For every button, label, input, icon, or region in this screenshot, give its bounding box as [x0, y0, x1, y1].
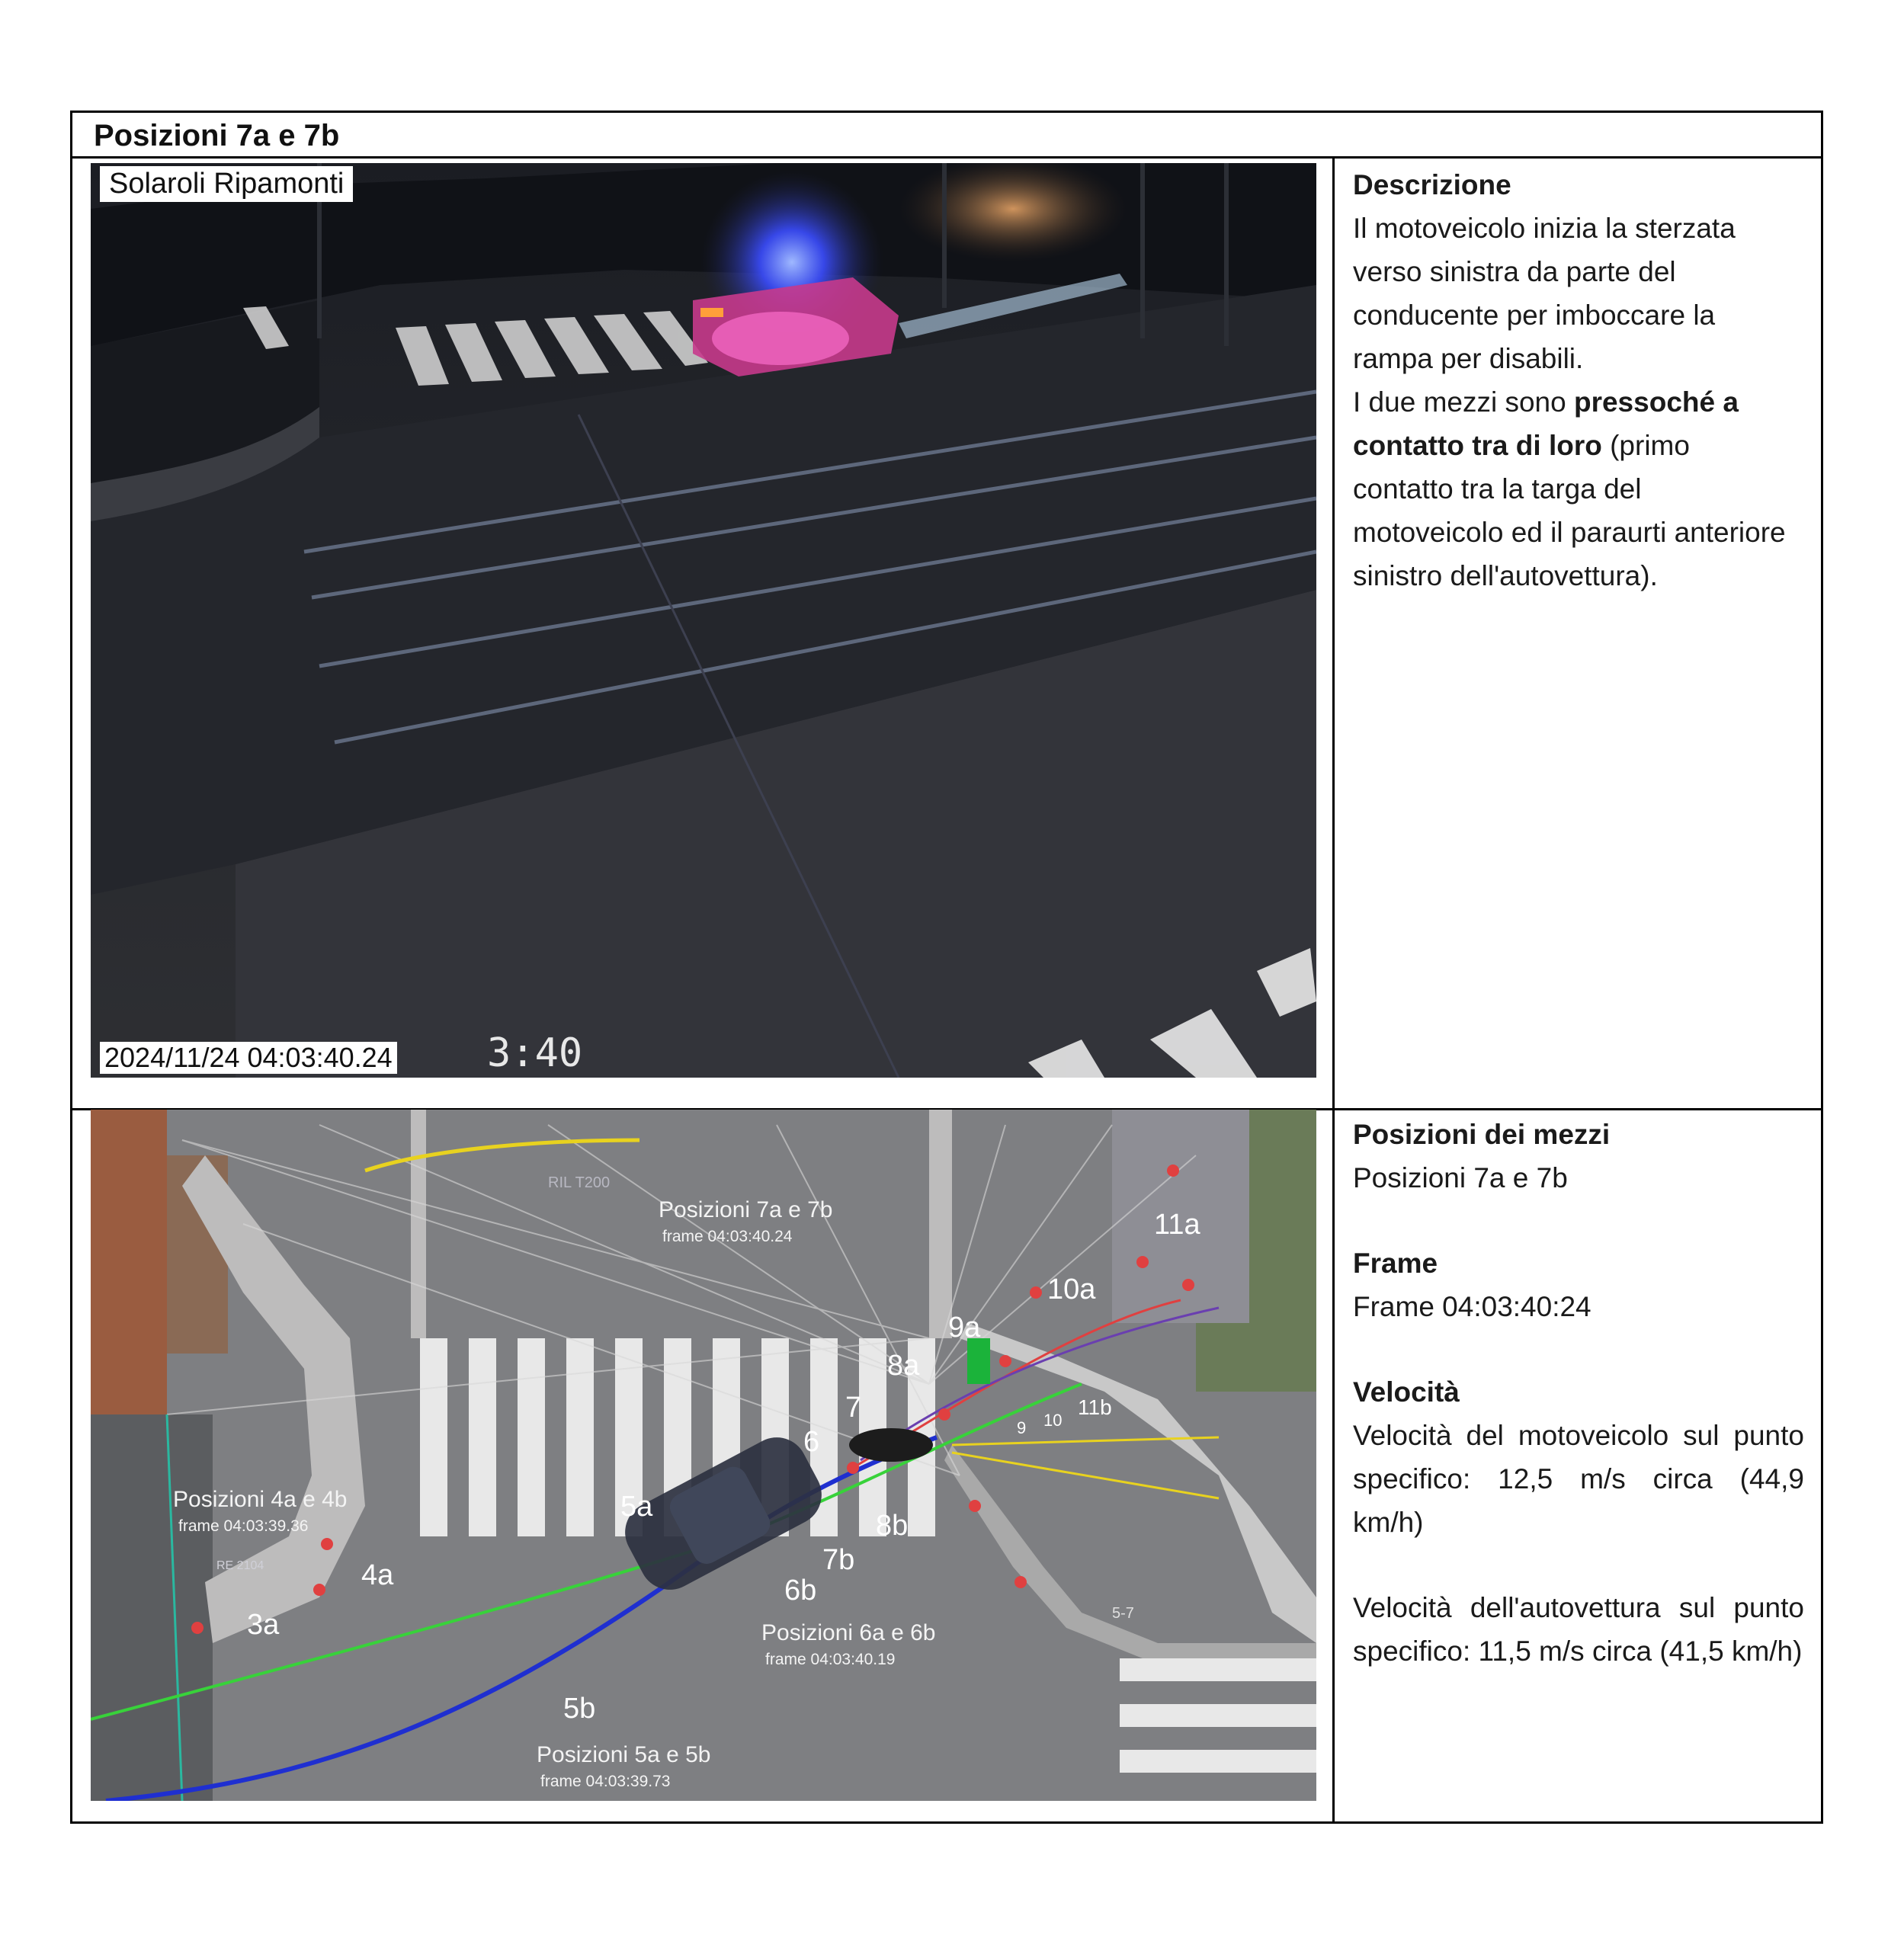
column-divider	[1332, 159, 1335, 1824]
marker-7: 7	[845, 1392, 862, 1424]
marker-9a: 9a	[948, 1312, 981, 1344]
map-frame-4: frame 04:03:39.36	[178, 1517, 309, 1535]
marker-11b: 11b	[1078, 1395, 1112, 1419]
description-text-2: I due mezzi sono pressoché a contatto tra di loro (primo contatto tra la targa del motoveicolo ed il paraurti anteriore sinistro dell'autovettura).	[1353, 386, 1786, 591]
report-table	[70, 111, 1823, 1824]
marker-6: 6	[803, 1426, 820, 1458]
cctv-scene	[91, 163, 1316, 1078]
reconstruction-map	[91, 1110, 1316, 1801]
map-frame-5: frame 04:03:39.73	[540, 1773, 671, 1790]
positions-block	[1353, 1113, 1804, 1673]
frame-value: Frame 04:03:40:24	[1353, 1291, 1591, 1322]
map-frame-6: frame 04:03:40.19	[765, 1651, 896, 1668]
camera-label: Solaroli Ripamonti	[100, 166, 353, 202]
marker-6b: 6b	[784, 1575, 817, 1607]
speed-car: Velocità dell'autovettura sul punto specifico: 11,5 m/s circa (41,5 km/h)	[1353, 1592, 1804, 1667]
marker-10: 10	[1043, 1411, 1063, 1430]
timestamp-overlay: 3:40	[487, 1030, 583, 1076]
speed-heading: Velocità	[1353, 1376, 1460, 1408]
map-small-text-2: RE 2104	[216, 1559, 264, 1572]
speed-moto: Velocità del motoveicolo sul punto specifico: 12,5 m/s circa (44,9 km/h)	[1353, 1420, 1804, 1538]
positions-value: Posizioni 7a e 7b	[1353, 1162, 1568, 1193]
cctv-frame-image	[91, 163, 1316, 1078]
map-label-5: Posizioni 5a e 5b	[537, 1742, 711, 1767]
marker-8b: 8b	[876, 1510, 909, 1542]
marker-9: 9	[1017, 1418, 1027, 1437]
map-frame-7: frame 04:03:40.24	[662, 1228, 793, 1245]
marker-4a: 4a	[361, 1559, 394, 1591]
map-label-7: Posizioni 7a e 7b	[659, 1197, 833, 1222]
description-block	[1353, 163, 1795, 597]
marker-10a: 10a	[1047, 1273, 1096, 1305]
map-label-6: Posizioni 6a e 6b	[761, 1620, 936, 1645]
title-row	[72, 113, 1821, 159]
camera-timestamp: 2024/11/24 04:03:40.24	[100, 1042, 397, 1074]
map-small-text-1: RIL T200	[548, 1174, 611, 1191]
map-label-4: Posizioni 4a e 4b	[173, 1487, 348, 1512]
marker-11a: 11a	[1154, 1209, 1200, 1241]
marker-3a: 3a	[247, 1609, 280, 1641]
description-heading: Descrizione	[1353, 169, 1511, 200]
marker-8a: 8a	[887, 1350, 920, 1382]
positions-heading: Posizioni dei mezzi	[1353, 1119, 1611, 1150]
description-text-1: Il motoveicolo inizia la sterzata verso sinistra da parte del conducente per imboccare la rampa per disabili.	[1353, 213, 1736, 374]
frame-heading: Frame	[1353, 1248, 1438, 1279]
map-small-text-3: 5-7	[1112, 1605, 1134, 1622]
marker-5a: 5a	[620, 1491, 653, 1523]
description-emphasis: pressoché a contatto tra di loro	[1353, 386, 1739, 461]
marker-7b: 7b	[822, 1544, 855, 1576]
marker-5b: 5b	[563, 1693, 596, 1725]
table-title: Posizioni 7a e 7b	[94, 119, 340, 152]
